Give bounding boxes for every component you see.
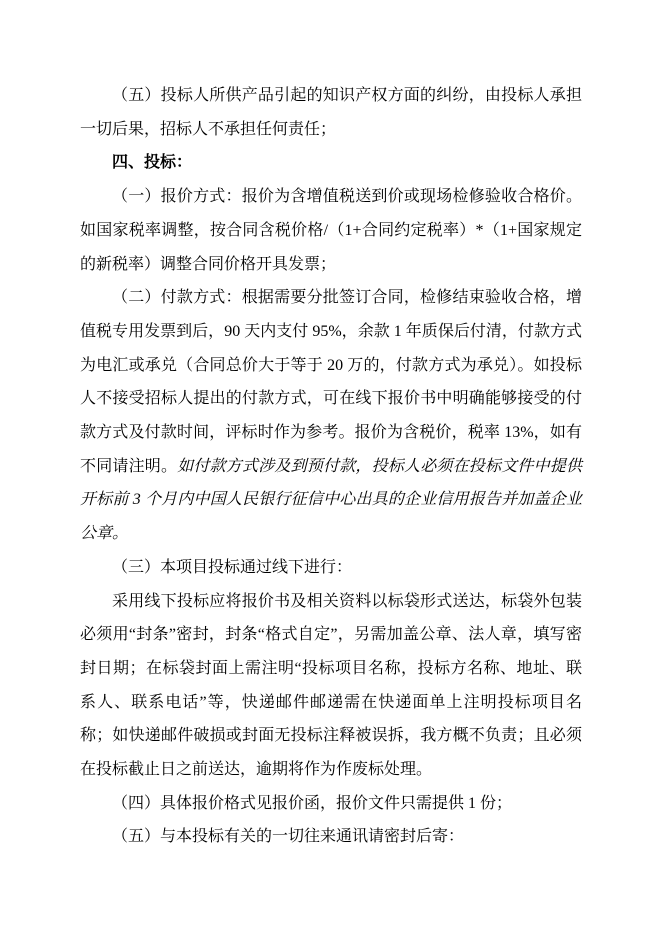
payment-method-credit-note-text: 如付款方式涉及到预付款，投标人必须在投标文件中提供开标前 3 个月内中国人民银行征信中心出具的企业信用报告并加盖企业公章。: [80, 457, 582, 543]
paragraph-mail-notice: （五）与本投标有关的一切往来通讯请密封后寄：: [112, 828, 465, 846]
payment-method-main-text: （二）付款方式：根据需要分批签订合同，检修结束验收合格，增值税专用发票到后，90 天内支付 95%，余款 1 年质保后付清，付款方式为电汇或承兑（合同总价大于等于 20 万的，付款方式为承兑）。如投标人不接受招标人提出的付款方式，可在线下报价书中明确能够接受的付款方式及付款时间，评标时作为参考。报价为含税价，税率 13%，如有不同请注明。: [80, 289, 582, 475]
paragraph-quote-method: （一）报价方式：报价为含增值税送到价或现场检修验收合格价。如国家税率调整，按合同含税价格/（1+合同约定税率）*（1+国家规定的新税率）调整合同价格开具发票；: [80, 188, 582, 273]
paragraph-payment-method: [80, 281, 582, 551]
paragraph-ip-dispute: （五）投标人所供产品引起的知识产权方面的纠纷，由投标人承担一切后果，招标人不承担任何责任；: [80, 87, 582, 138]
paragraph-offline-detail: 采用线下投标应将报价书及相关资料以标袋形式送达，标袋外包装必须用“封条”密封，封条“格式自定”，另需加盖公章、法人章，填写密封日期；在标袋封面上需注明“投标项目名称，投标方名称、地址、联系人、联系电话”等，快递邮件邮递需在快递面单上注明投标项目名称；如快递邮件破损或封面无投标注释被误拆，我方概不负责；且必须在投标截止日之前送达，逾期将作为作废标处理。: [80, 592, 582, 779]
paragraph-offline-bidding: （三）本项目投标通过线下进行：: [112, 558, 353, 576]
document-body: [80, 79, 582, 854]
paragraph-quote-format: （四）具体报价格式见报价函，报价文件只需提供 1 份；: [112, 794, 513, 812]
heading-section-4-bidding: 四、投标：: [112, 154, 193, 172]
